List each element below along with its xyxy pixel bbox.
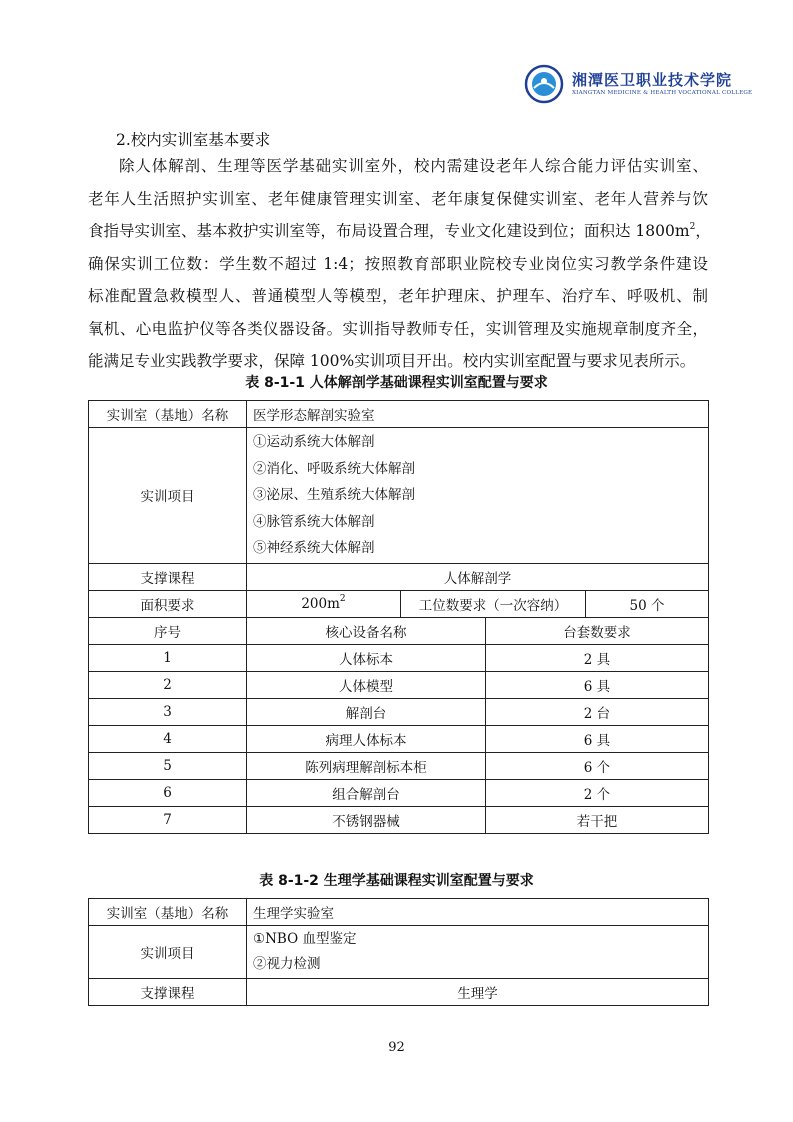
table2-room-row bbox=[89, 899, 709, 926]
equipment-qty: 6 具 bbox=[486, 671, 709, 698]
table-row bbox=[89, 644, 709, 671]
paragraph-line: 氧机、心电监护仪等各类仪器设备。实训指导教师专任，实训管理及实施规章制度齐全， bbox=[88, 319, 708, 338]
table1-course-row bbox=[89, 563, 709, 590]
table-row bbox=[89, 779, 709, 806]
project-item: ②视力检测 bbox=[253, 956, 321, 972]
area-value-sup: 2 bbox=[339, 594, 346, 604]
row-number: 1 bbox=[89, 644, 247, 671]
row-number: 4 bbox=[89, 725, 247, 752]
project-item: ①运动系统大体解剖 bbox=[253, 434, 375, 450]
equipment-qty: 若干把 bbox=[486, 806, 709, 833]
column-header: 核心设备名称 bbox=[247, 617, 486, 644]
table1-area-row bbox=[89, 590, 709, 617]
project-item: ③泌尿、生殖系统大体解剖 bbox=[253, 487, 415, 503]
paragraph-line-text: 食指导实训室、基本救护实训室等，布局设置合理，专业文化建设到位；面积达 1800m bbox=[88, 222, 690, 240]
paragraph-line: 除人体解剖、生理等医学基础实训室外，校内需建设老年人综合能力评估实训室、 bbox=[119, 157, 708, 175]
stations-value: 50 个 bbox=[586, 590, 709, 617]
table1-caption: 表 8-1-1 人体解剖学基础课程实训室配置与要求 bbox=[245, 375, 548, 391]
table2 bbox=[88, 898, 709, 1006]
project-item: ④脉管系统大体解剖 bbox=[253, 513, 375, 530]
body-paragraph bbox=[88, 150, 711, 378]
row-number: 3 bbox=[89, 698, 247, 725]
college-logo bbox=[524, 64, 753, 104]
equipment-name: 陈列病理解剖标本柜 bbox=[247, 752, 486, 779]
equipment-name: 人体模型 bbox=[247, 671, 486, 698]
equipment-name: 人体标本 bbox=[247, 644, 486, 671]
section-heading: 2.校内实训室基本要求 bbox=[116, 131, 271, 149]
equipment-qty: 6 个 bbox=[486, 752, 709, 779]
page-number: 92 bbox=[388, 1040, 405, 1055]
projects-label: 实训项目 bbox=[89, 926, 247, 979]
stations-label: 工位数要求（一次容纳） bbox=[401, 590, 586, 617]
room-label: 实训室（基地）名称 bbox=[89, 899, 247, 926]
table1-header-row bbox=[89, 617, 709, 644]
table1 bbox=[88, 400, 709, 834]
equipment-qty: 2 具 bbox=[486, 644, 709, 671]
equipment-name: 病理人体标本 bbox=[247, 725, 486, 752]
table-row bbox=[89, 725, 709, 752]
projects-label: 实训项目 bbox=[89, 428, 247, 564]
logo-text-cn: 湘潭医卫职业技术学院 bbox=[572, 71, 733, 89]
room-label: 实训室（基地）名称 bbox=[89, 401, 247, 428]
project-item: ⑤神经系统大体解剖 bbox=[253, 540, 375, 556]
college-emblem-icon bbox=[524, 64, 564, 104]
table-row bbox=[89, 806, 709, 833]
table-row bbox=[89, 671, 709, 698]
projects-list bbox=[247, 926, 709, 979]
area-value-text: 200m bbox=[301, 595, 340, 612]
row-number: 5 bbox=[89, 752, 247, 779]
table1-projects-row bbox=[89, 428, 709, 564]
project-item: ②消化、呼吸系统大体解剖 bbox=[253, 460, 415, 477]
course-label: 支撑课程 bbox=[89, 563, 247, 590]
table2-caption: 表 8-1-2 生理学基础课程实训室配置与要求 bbox=[259, 873, 534, 889]
table2-course-row bbox=[89, 979, 709, 1006]
course-label: 支撑课程 bbox=[89, 979, 247, 1006]
paragraph-line bbox=[88, 215, 711, 248]
room-value: 生理学实验室 bbox=[247, 899, 709, 926]
paragraph-line: 能满足专业实践教学要求，保障 100%实训项目开出。校内实训室配置与要求见表所示。 bbox=[88, 352, 696, 370]
logo-text-en: XIANGTAN MEDICINE & HEALTH VOCATIONAL COLLEGE bbox=[572, 90, 753, 96]
equipment-qty: 2 个 bbox=[486, 779, 709, 806]
table1-room-row bbox=[89, 401, 709, 428]
room-value: 医学形态解剖实验室 bbox=[247, 401, 709, 428]
table-row bbox=[89, 698, 709, 725]
course-value: 人体解剖学 bbox=[247, 563, 709, 590]
row-number: 2 bbox=[89, 671, 247, 698]
area-label: 面积要求 bbox=[89, 590, 247, 617]
row-number: 7 bbox=[89, 806, 247, 833]
area-superscript: 2 bbox=[689, 221, 696, 232]
course-value: 生理学 bbox=[247, 979, 709, 1006]
equipment-name: 组合解剖台 bbox=[247, 779, 486, 806]
paragraph-line: 标准配置急救模型人、普通模型人等模型，老年护理床、护理车、治疗车、呼吸机、制 bbox=[88, 287, 708, 305]
row-number: 6 bbox=[89, 779, 247, 806]
projects-list bbox=[247, 428, 709, 564]
column-header: 序号 bbox=[89, 617, 247, 644]
table-row bbox=[89, 752, 709, 779]
paragraph-line: 老年人生活照护实训室、老年健康管理实训室、老年康复保健实训室、老年人营养与饮 bbox=[88, 189, 708, 208]
equipment-name: 解剖台 bbox=[247, 698, 486, 725]
equipment-qty: 2 台 bbox=[486, 698, 709, 725]
table2-projects-row bbox=[89, 926, 709, 979]
equipment-qty: 6 具 bbox=[486, 725, 709, 752]
area-suffix: ， bbox=[695, 222, 711, 240]
column-header: 台套数要求 bbox=[486, 617, 709, 644]
project-item: ①NBO 血型鉴定 bbox=[253, 931, 357, 947]
paragraph-line: 确保实训工位数：学生数不超过 1:4；按照教育部职业院校专业岗位实习教学条件建设 bbox=[88, 254, 708, 273]
area-value bbox=[247, 590, 401, 617]
equipment-name: 不锈钢器械 bbox=[247, 806, 486, 833]
